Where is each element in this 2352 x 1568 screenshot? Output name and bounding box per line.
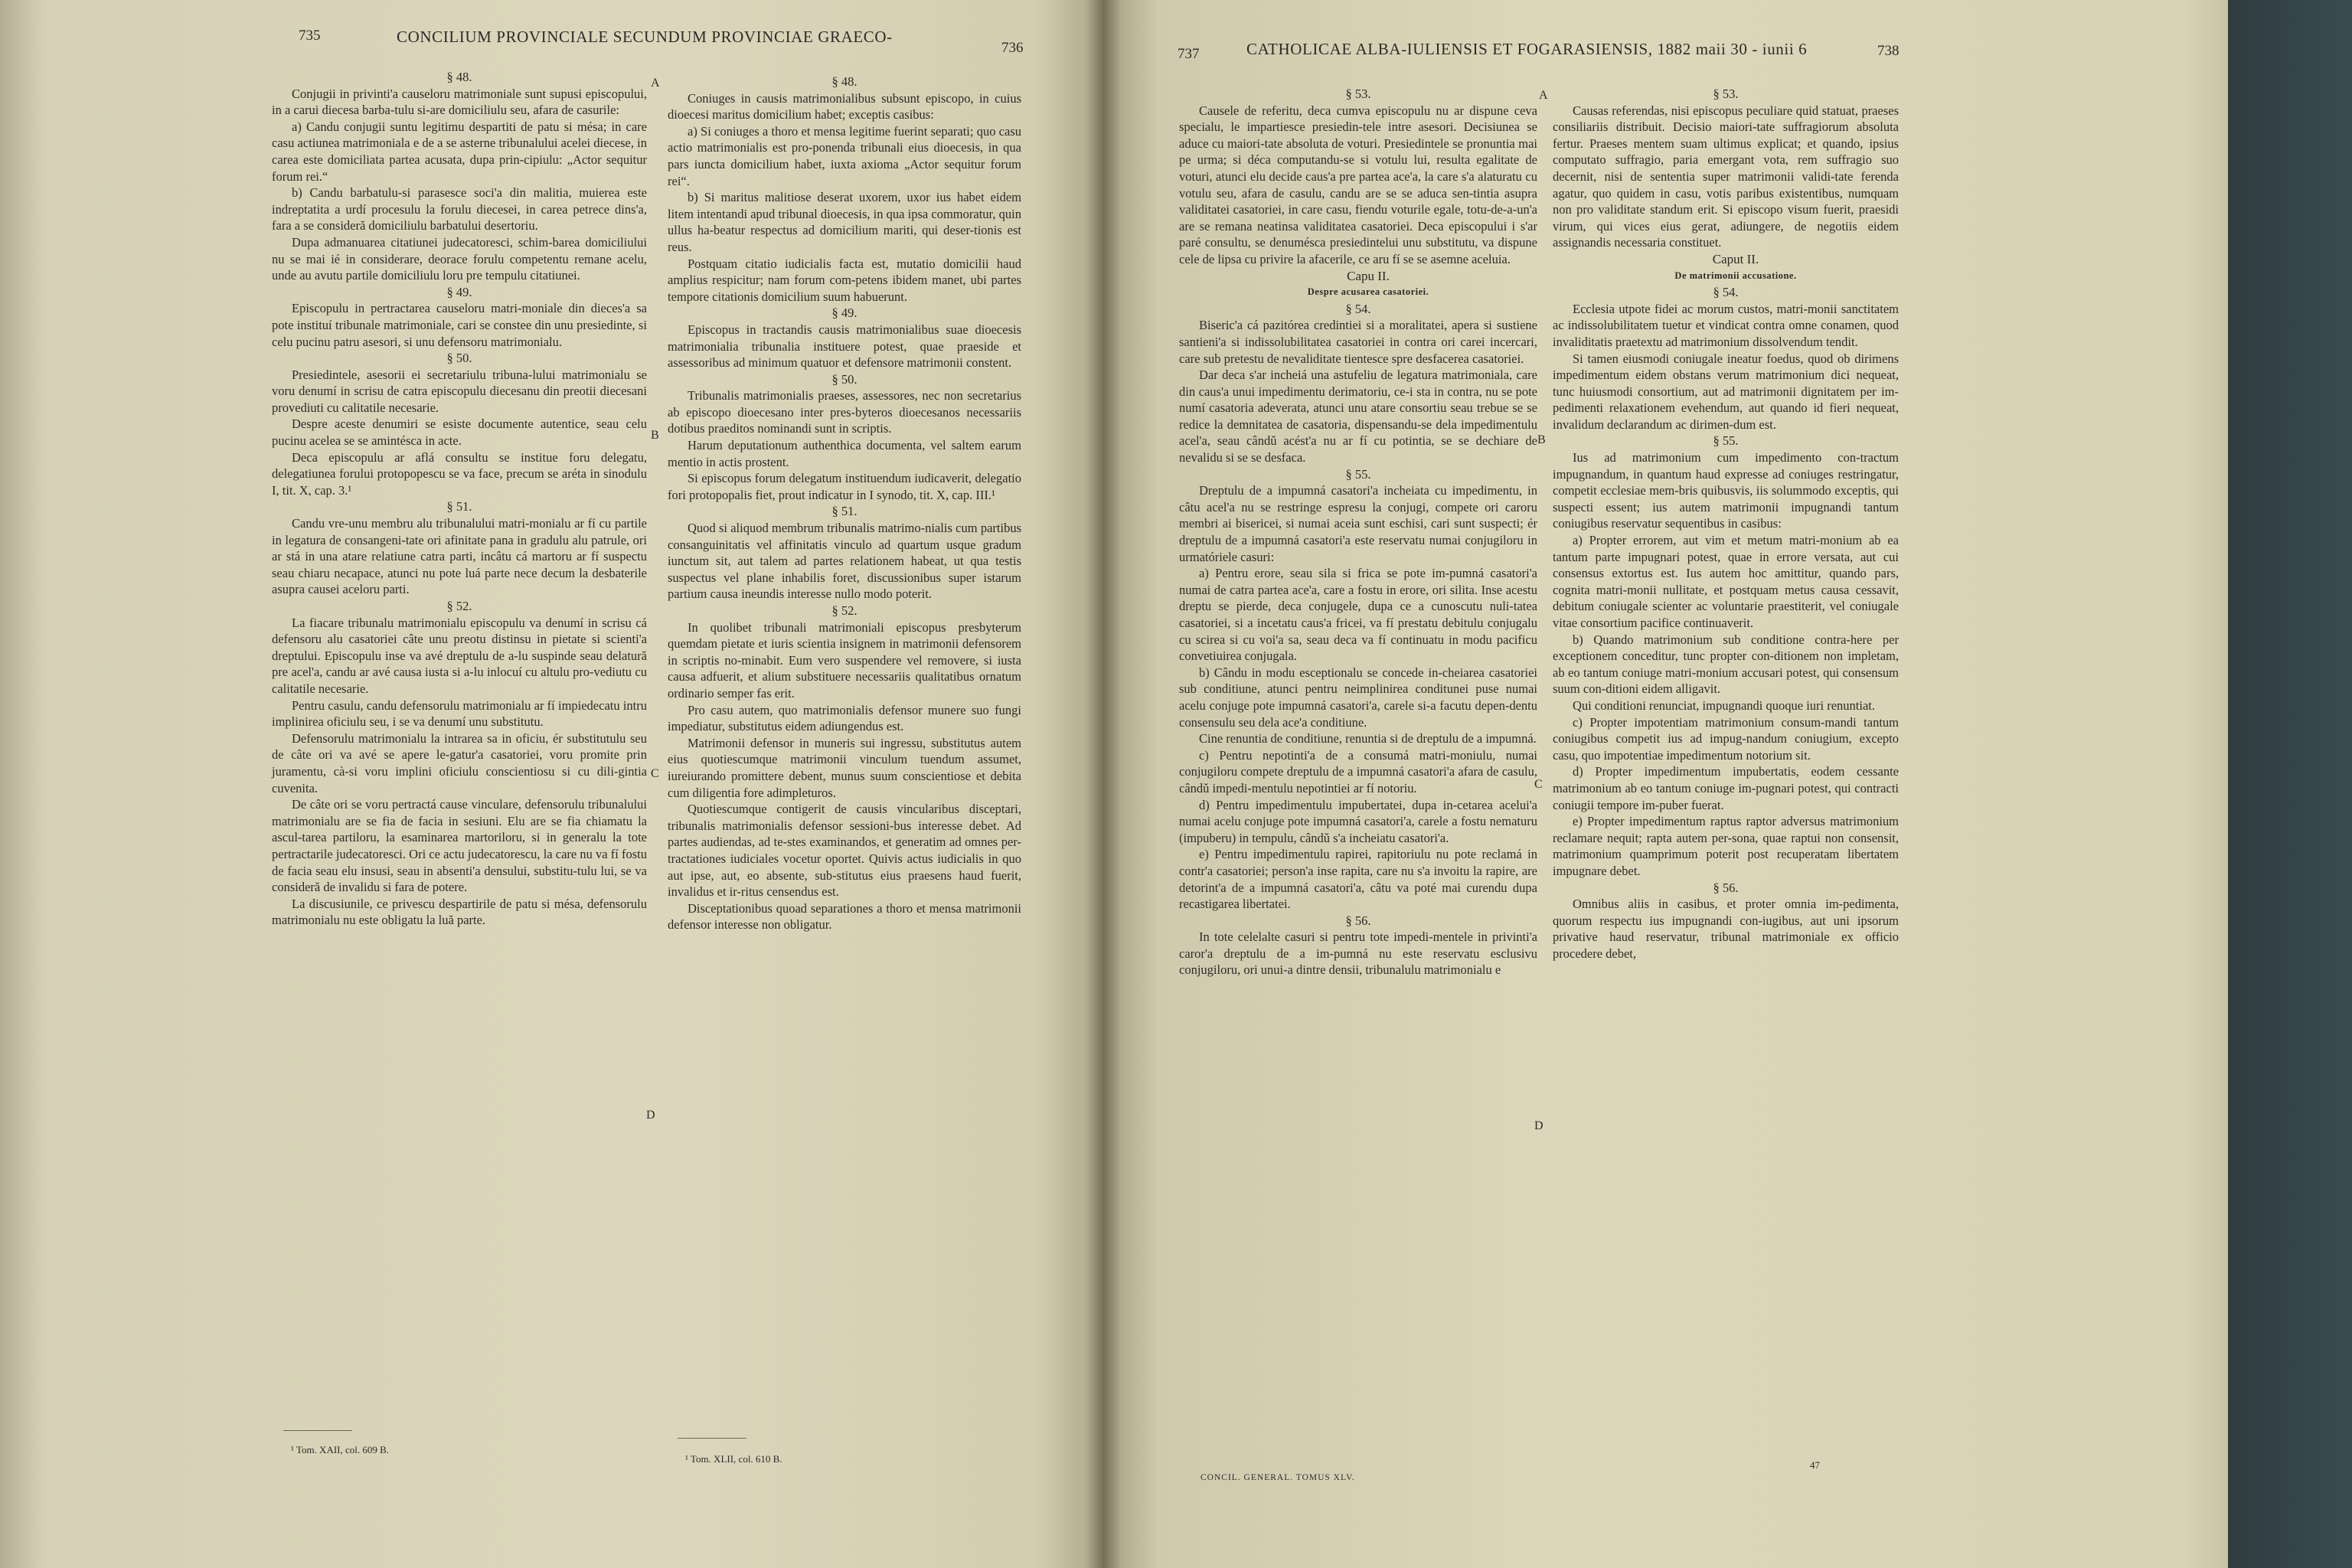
running-head-right: CATHOLICAE ALBA-IULIENSIS ET FOGARASIENSIS, 1882 maii 30 - iunii 6 xyxy=(1246,40,1808,58)
paragraph: In quolibet tribunali matrimoniali episcopus presbyterum quemdam pietate et iuris scientia insignem in matrimonii defensorem in scriptis no-minabit. Eum vero suspendere vel removere, si iusta causa adfuerit, et alium substituere necessariis qualitatibus ornatum ordinario semper fas erit. xyxy=(668,619,1021,701)
paragraph: Presiedintele, asesorii ei secretariulu tribuna-lului matrimonialu se voru denumí in scrisu de catra episcopulu diecesanu din preotii diecesani provediuti cu calitatile necesarie. xyxy=(272,367,647,415)
paragraph: Episcopus in tractandis causis matrimonialibus suae dioecesis matrimonialia tribunalia instituere potest, quae praeside et assessoribus ad minimum quatuor et defensore matrimonii constent. xyxy=(668,322,1021,371)
paragraph: a) Propter errorem, aut vim et metum matri-monium ab ea tantum parte impugnari potest, quae in errore versata, aut cui consensus extortus est. Ius autem hoc amittitur, quando pars, cognita matri-monii nullitate, et postquam metus causa cessavit, debitum coniugale scienter ac voluntarie praestiterit, vel coniugale vitae consortium pacifice continuaverit. xyxy=(1553,533,1899,630)
section-number: § 48. xyxy=(831,74,858,89)
section-number: § 56. xyxy=(1713,880,1739,895)
paragraph: Ecclesia utpote fidei ac morum custos, matri-monii sanctitatem ac indissolubilitatem tuetur et vindicat contra omne conamen, quod invaliditatis praetextu ad matrimonium dissolvendum tendit. xyxy=(1553,301,1899,349)
chapter-subtitle: Despre acusarea casatoriei. xyxy=(1307,286,1429,298)
section-number: § 50. xyxy=(831,371,858,387)
footnote-1: ¹ Tom. XAII, col. 609 B. xyxy=(291,1444,390,1455)
paragraph: b) Candu barbatulu-si parasesce soci'a din malitia, muierea este indreptatita a urdí procesulu la forulu diecesei, in carea petrece dins'a, fara a se consideră domiciliulu barbatului desertoriu. xyxy=(272,185,647,234)
paragraph: b) Quando matrimonium sub conditione contra-here per exceptionem conceditur, tunc propter con-ditionem non impletam, ab eo tantum coniuge matri-monium accusari potest, qui consensum suum con-ditioni eidem alligavit. xyxy=(1553,632,1899,697)
paragraph: a) Pentru erore, seau sila si frica se pote im-pumná casatori'a numai de catra partea ace'a, care a fostu in erore, ori silita. Inse acestu dreptu se pierde, deca conjugele, dupa ce a cunoscutu nuli-tatea casatoriei, si a incetatu caus'a fricei, va fí prestatu debitulu conjugalu cu scirea si cu voi'a sa, seau deca va fí continuatu in modu pacificu convetiuirea conjugala. xyxy=(1179,566,1537,664)
paragraph: Quotiescumque contigerit de causis vincularibus disceptari, tribunalis matrimonialis defensor sessioni-bus interesse debet. Ad partes audiendas, ad te-stes examinandos, et generatim ad omnes per-tractationes iudiciales vocetur oportet. Quivis actus iudicialis in quo aut ipse, aut, eo absente, sub-stitutus eius praesens haud fuerit, invalidus et ir-ritus censendus est. xyxy=(668,802,1021,900)
margin-letter-b-right: B xyxy=(1537,433,1546,446)
section-number: § 49. xyxy=(831,305,858,321)
page-number-736: 736 xyxy=(1001,40,1024,56)
paragraph: e) Pentru impedimentulu rapirei, rapitoriulu nu pote reclamá in contr'a casatoriei; person'a inse rapita, care nu s'a invoitu la rapire, are detorint'a de a impumná casatori'a, câtu va poté mai curendu dupa recastigarea libertatei. xyxy=(1179,847,1537,912)
paragraph: Disceptationibus quoad separationes a thoro et mensa matrimonii defensor interesse non obligatur. xyxy=(668,900,1021,933)
section-number: § 52. xyxy=(446,599,472,613)
paragraph: La discusiunile, ce privescu despartirile de patu si mésa, defensorulu matrimonialu nu este obligatu la luă parte. xyxy=(272,896,647,928)
paragraph: In tote celelalte casuri si pentru tote impedi-mentele in privinti'a caror'a dreptulu de a im-pumná nu este reservatu esclusivu conjugiloru, ori unui-a dintre densii, tribunalulu matrimonialu e xyxy=(1179,929,1537,978)
paragraph: Cine renuntia de conditiune, renuntia si de dreptulu de a impumná. xyxy=(1199,731,1537,746)
paragraph: Quod si aliquod membrum tribunalis matrimo-nialis cum partibus consanguinitatis vel affinitatis vinculo ad quartum usque gradum iunctum sit, aut talem ad partes relationem habeat, ut qua testis suspectus vel plane inhabilis foret, discussionibus super istarum partium causa ineundis interesse nullo modo poterit. xyxy=(668,521,1021,602)
chapter-heading: Caput II. xyxy=(1712,251,1759,266)
paragraph: Dreptulu de a impumná casatori'a incheiata cu impedimentu, in câtu acel'a nu se restringe espresu la conjugi, compete ori caroru membri ai bisericei, si numai aceia sunt eschisi, cari sunt suspecti; ér dreptulu de a impumná casatori'a este reservatu numai conjugiloru in urmatóriele casuri: xyxy=(1179,483,1537,564)
paragraph: Episcopulu in pertractarea causeloru matri-moniale din dieces'a sa pote instituí tribunale matrimoniale, cari se constee din unu presiedinte, si celu pucinu patru asesori, si unu defensoru matrimonialu. xyxy=(272,301,647,349)
section-number: § 53. xyxy=(1713,87,1739,101)
paragraph: Causele de referitu, deca cumva episcopulu nu ar dispune ceva specialu, le impartiesce presiedin-tele intre asesori. Decisiunea se aduce cu maiori-tate absoluta de voturi. Presiedintele se pronuntia mai pe urma; si déca computandu-se si votulu lui, resulta egalitate de voturi, atunci elu decide caus'a pre partea ace'a, la care s'a alaturatu cu votulu seu, afara de casulu, candu are se se aduca sen-tintia asupra validitatei casatoriei, in care casu, fiendu voturile egale, totu-de-a-un'a are se remana neatinsa validitatea casatoriei. Deca episcopului i s'ar paré consultu, se denumésca presiedintelui unu substitutu, va dispune cele de lipsa cu privire la afacerile, ce aru fí se se asemne aceluia. xyxy=(1179,103,1537,266)
romanian-column-left xyxy=(272,69,647,929)
section-number: § 55. xyxy=(1345,466,1371,482)
paragraph: d) Propter impedimentum impubertatis, eodem cessante matrimonium ab eo tantum coniuge im-pugnari potest, qui contracti coniugii tempore im-puber fuerat. xyxy=(1553,764,1899,812)
section-number: § 52. xyxy=(831,603,858,618)
paragraph: Defensorulu matrimonialu la intrarea sa in oficiu, ér substitutulu seu de câte ori va avé se apere le-gatur'a casatoriei, voru promite prin juramentu, cà-si voru implini oficiulu conscientiosu si cu dili-gintia cuvenita. xyxy=(272,730,647,795)
paragraph: La fiacare tribunalu matrimonialu episcopulu va denumí in scrisu cá defensoru alu casatoriei câte unu preotu distinsu in pietate si scienti'a dreptului. Episcopulu inse va avé dreptulu de a-lu suspinde seau delatură pre acel'a, candu ar avé causa iusta si a-lu inlocuí cu altulu pro-vediutu cu calitatile necesarie. xyxy=(272,615,647,696)
paragraph: Despre aceste denumiri se esiste documente autentice, seau celu pucinu acelea se se amintésca in acte. xyxy=(272,416,647,449)
section-number: § 56. xyxy=(1345,913,1371,928)
section-number: § 54. xyxy=(1713,285,1739,300)
margin-letter-b: B xyxy=(651,429,659,442)
margin-letter-a-right: A xyxy=(1539,89,1548,102)
section-number: § 53. xyxy=(1345,87,1371,101)
paragraph: e) Propter impedimentum raptus raptor adversus matrimonium reclamare nequit; rapta autem per-sona, quae raptui non consensit, matrimonium quamprimum poterit post recuperatam libertatem impugnare debet. xyxy=(1553,814,1899,878)
paragraph: Dar deca s'ar incheiá una astufeliu de legatura matrimoniala, care din caus'a unui impedimentu derimatoriu, ce-i sta in contra, nu se pote numí casatoria adeverata, atunci unu atare consortiu seau trebue se se redice la demnitatea de casatoria, dispensandu-se dela impedimentulu acel'a, seau cândǔ acést'a nu ar fí cu potintia, se se dechiare de nevalidu si se se desfaca. xyxy=(1179,368,1537,466)
margin-letter-c: C xyxy=(651,767,659,780)
section-number: § 51. xyxy=(831,504,858,519)
paragraph: Pentru casulu, candu defensorulu matrimonialu ar fí impiedecatu intru implinirea oficiulu seu, i se va denumí unu substitutu. xyxy=(272,697,647,730)
paragraph: b) Si maritus malitiose deserat uxorem, uxor ius habet eidem litem intentandi apud tribunal dioecesis, in qua ipsa commoratur, quin ullus ha-beatur respectus ad domicilium mariti, qui deser-tionis est reus. xyxy=(668,190,1021,254)
footnote-rule-1 xyxy=(283,1430,352,1431)
section-number: § 54. xyxy=(1345,301,1371,316)
margin-letter-a: A xyxy=(651,77,660,90)
book-gutter xyxy=(1086,0,1121,1568)
paragraph: Dupa admanuarea citatiunei judecatoresci, schim-barea domiciliului nu se mai ié in considerare, deorace forulu competentu remane acelu, unde au avutu partile domiciliulu loru pre tempulu citatiunei. xyxy=(272,234,647,283)
margin-letter-d-right: D xyxy=(1534,1119,1544,1132)
paragraph: Si episcopus forum delegatum instituendum iudicaverit, delegatio fori protopopalis fiet, prout indicatur in I synodo, tit. X, cap. III.¹ xyxy=(668,471,1021,502)
paragraph: Harum deputationum authenthica documenta, vel saltem earum mentio in actis prostent. xyxy=(668,438,1021,469)
paragraph: Coniuges in causis matrimonialibus subsunt episcopo, in cuius dioecesi maritus domicilium habet; exceptis casibus: xyxy=(668,90,1021,122)
margin-letter-c-right: C xyxy=(1534,778,1543,791)
paragraph: a) Candu conjugii suntu legitimu despartiti de patu si mésa; in care casu actiunea matrimoniala e de a se asterne tribunalului acelei diecese, in carea este domiciliata partea acusata, dupa prin-cipiulu: „Actor sequitur forum rei.“ xyxy=(272,119,647,184)
page-small-number: 47 xyxy=(1810,1459,1820,1471)
paragraph: Conjugii in privinti'a causeloru matrimoniale sunt supusi episcopului, in a carui diecesa barba-tulu si-are domiciliulu seu, afara de casurile: xyxy=(272,86,647,118)
romanian-column-right xyxy=(1179,86,1537,978)
background-edge xyxy=(2228,0,2352,1568)
latin-column-left xyxy=(668,74,1021,933)
paragraph: Causas referendas, nisi episcopus peculiare quid statuat, praeses consiliariis distribuit. Decisio maiori-tate suffragiorum absoluta fertur. Praeses mentem suam ultimus explicat; et quando, ipsius computato suffragio, paria emergant vota, rem suffragio suo decernit, nisi de sententia super matrimonii validi-tate ferenda agatur, quo quidem in casu, votis paribus existentibus, numquam non pro validitate standum erit. Si episcopo visum fuerit, praesidi virum, qui vices eius gerat, adiungere, de negotiis eidem assignandis necessaria constituet. xyxy=(1553,103,1899,250)
section-number: § 55. xyxy=(1713,433,1739,449)
paragraph: Biseric'a cá pazitórea credintiei si a moralitatei, apera si sustiene santieni'a si indissolubilitatea casatoriei in contra ori carei incercari, care sub pretestu de nevaliditate tientesce spre desfacerea casatoriei. xyxy=(1179,318,1537,366)
margin-letter-d: D xyxy=(646,1109,655,1122)
footnote-rule-2 xyxy=(678,1438,746,1439)
section-number: § 49. xyxy=(446,284,472,299)
paragraph: Candu vre-unu membru alu tribunalului matri-monialu ar fí cu partile in legatura de consangeni-tate ori afinitate pana in gradulu alu patrule, ori ar stá in una atare relatiune catra parti, incâtu cá martoru ar fí suspectu seau chiaru necapace, atunci nu pote luá parte nece decum la desbaterile asupra causei aceloru parti. xyxy=(272,516,647,597)
paragraph: a) Si coniuges a thoro et mensa legitime fuerint separati; quo casu actio matrimonialis est pro-ponenda tribunali eius dioecesis, in qua pars iuncta domicilium habet, iuxta axioma „Actor sequitur forum rei“. xyxy=(668,123,1021,188)
section-number: § 48. xyxy=(446,70,472,84)
paragraph: De câte ori se voru pertractá cause vinculare, defensorulu tribunalului matrimonialu are se fia de facia in sesiuni. Elu are se fia chiamatu la ascul-tarea partiloru, la esaminarea martoriloru, si in generalu la tote pertractarile judecatoresci. Ori ce actu judecatorescu, la care nu va fí fostu de facia seau elu insusi, seau in absenti'a densului, substitu-tulu lui, se va consideră de invalidu si fara de potere. xyxy=(272,797,647,895)
paragraph: c) Propter impotentiam matrimonium consum-mandi tantum coniugibus competit ius ad impug-nandum coniugium, excepto casu, quo impotentiae impedimentum notorium sit. xyxy=(1553,714,1899,763)
paragraph: Postquam citatio iudicialis facta est, mutatio domicilii haud amplius respicitur; nam forum com-petens ibidem manet, ubi partes tempore citationis domicilium suum habuerunt. xyxy=(668,256,1021,304)
paragraph: Matrimonii defensor in muneris sui ingressu, substitutus autem eius quotiescumque matrimonii vinculum tuendum assumet, iureiurando promittere debent, munus suum conscientiose et debita cum diligentia fore adimpleturos. xyxy=(668,735,1021,800)
left-page xyxy=(0,0,1102,1568)
latin-column-right xyxy=(1553,86,1899,962)
chapter-subtitle: De matrimonii accusatione. xyxy=(1674,270,1797,281)
paragraph: Tribunalis matrimonialis praeses, assessores, nec non secretarius ab episcopo dioecesano inter pres-byteros dioecesanos necessariis dotibus praeditos nominandi sunt in scriptis. xyxy=(668,388,1021,436)
page-number-737: 737 xyxy=(1178,46,1200,62)
right-page xyxy=(1102,0,2228,1568)
paragraph: Ius ad matrimonium cum impedimento con-tractum impugnandum, in quantum haud expresse ad coniuges restringatur, competit ecclesiae mem-bris quibusvis, iis solummodo exceptis, qui suspecti essent; ius autem matrimonii impugnandi tantum coniugibus reservatur sequentibus in casibus: xyxy=(1553,450,1899,531)
paragraph: Pro casu autem, quo matrimonialis defensor munere suo fungi impediatur, substitutus eidem adiungendus est. xyxy=(668,702,1021,734)
running-head-left: CONCILIUM PROVINCIALE SECUNDUM PROVINCIAE GRAECO- xyxy=(397,28,893,46)
chapter-heading: Capu II. xyxy=(1347,268,1390,283)
paragraph: c) Pentru nepotinti'a de a consumá matri-moniulu, numai conjugiloru compete dreptulu de a impumná casatori'a afara de casulu, cândǔ impedi-mentulu nepotintiei ar fí notoriu. xyxy=(1179,747,1537,795)
paragraph: b) Cându in modu esceptionalu se concede in-cheiarea casatoriei sub conditiune, atunci pentru neimplinirea conditunei puse numai acelu conjuge pote impumná casatori'a, carele si-a facutu depen-dentu consensulu seu dela ace'a conditiune. xyxy=(1179,665,1537,730)
paragraph: Omnibus aliis in casibus, et proter omnia im-pedimenta, quorum respectu ius impugnandi con-iugibus, aut uni ipsorum privative haud reservatur, tribunal matrimoniale ex officio procedere debet, xyxy=(1553,897,1899,961)
paragraph: d) Pentru impedimentulu impubertatei, dupa in-cetarea acelui'a numai acelu conjuge pote impumná casatori'a, carele a fostu nematuru (impuberu) in tempulu, cândǔ s'a incheiatu casatori'a. xyxy=(1179,797,1537,845)
page-number-735: 735 xyxy=(299,28,321,44)
paragraph: Qui conditioni renunciat, impugnandi quoque iuri renuntiat. xyxy=(1573,697,1876,713)
paragraph: Si tamen eiusmodi coniugale ineatur foedus, quod ob dirimens impedimentum eidem obstans verum matrimonium dici nequeat, tunc huiusmodi consortium, aut ad matrimonii dignitatem per im-pedimenti relaxationem evehendum, aut quando id fieri nequeat, invalidum declarandum ac dirimen-dum est. xyxy=(1553,351,1899,432)
page-number-738: 738 xyxy=(1877,43,1900,59)
footnote-2: ¹ Tom. XLII, col. 610 B. xyxy=(685,1453,782,1465)
section-number: § 51. xyxy=(446,499,472,514)
paragraph: Deca episcopulu ar aflá consultu se institue foru delegatu, delegatiunea forului protopopescu se va face, precum se aréta in sinodulu I, tit. X, cap. 3.¹ xyxy=(272,449,647,498)
section-number: § 50. xyxy=(446,351,472,366)
signature-line: CONCIL. GENERAL. TOMUS XLV. xyxy=(1200,1473,1355,1482)
